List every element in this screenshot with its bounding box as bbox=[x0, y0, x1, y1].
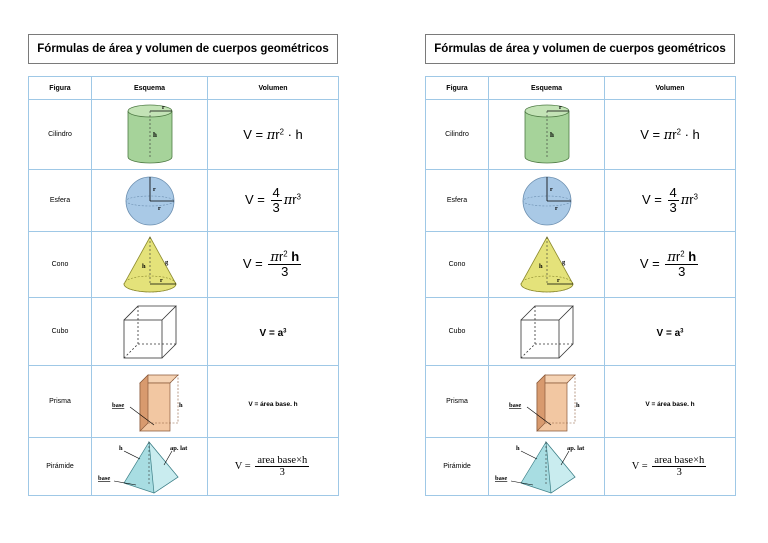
formula-esfera bbox=[208, 170, 339, 232]
row-piramide bbox=[426, 438, 736, 496]
sheet-title: Fórmulas de área y volumen de cuerpos geométricos bbox=[425, 34, 735, 64]
sketch-cilindro bbox=[92, 100, 208, 170]
formula-sheet-right bbox=[425, 34, 735, 496]
sketch-piramide bbox=[92, 438, 208, 496]
sketch-cono bbox=[489, 232, 605, 298]
formula-cubo bbox=[208, 298, 339, 366]
name-piramide: Pirámide bbox=[426, 438, 489, 496]
cone-icon bbox=[515, 234, 579, 296]
formula-text: V = área base. h bbox=[645, 400, 695, 408]
formula-cubo bbox=[605, 298, 736, 366]
row-cubo bbox=[29, 298, 339, 366]
row-esfera bbox=[29, 170, 339, 232]
formula-prisma bbox=[605, 366, 736, 438]
name-esfera: Esfera bbox=[426, 170, 489, 232]
formula-prisma bbox=[208, 366, 339, 438]
formula-prefix: V = bbox=[639, 255, 664, 271]
label-h: h bbox=[118, 444, 123, 452]
name-cubo: Cubo bbox=[29, 298, 92, 366]
sketch-cubo bbox=[489, 298, 605, 366]
fraction-denominator: 3 bbox=[272, 199, 280, 215]
formula-text bbox=[657, 328, 684, 339]
row-cubo bbox=[426, 298, 736, 366]
formula-piramide bbox=[605, 438, 736, 496]
label-r-vertical: r bbox=[549, 186, 553, 193]
sphere-icon bbox=[517, 173, 577, 229]
label-h: h bbox=[515, 444, 520, 452]
formula-prefix: V = bbox=[642, 191, 666, 207]
formula-cilindro bbox=[605, 100, 736, 170]
fraction-numerator: area base×h bbox=[654, 454, 705, 466]
formula-text bbox=[631, 454, 709, 478]
formula-text bbox=[639, 248, 700, 280]
formulas-table bbox=[425, 76, 736, 496]
formula-text bbox=[243, 127, 303, 142]
label-h: h bbox=[178, 401, 183, 409]
label-h: h bbox=[152, 130, 157, 139]
formula-pi: π bbox=[266, 127, 276, 143]
name-esfera: Esfera bbox=[29, 170, 92, 232]
label-r: r bbox=[558, 104, 562, 111]
formula-text: V = área base. h bbox=[248, 400, 298, 408]
name-cono: Cono bbox=[426, 232, 489, 298]
formula-r: r bbox=[292, 191, 297, 207]
sketch-cubo bbox=[92, 298, 208, 366]
name-cilindro: Cilindro bbox=[29, 100, 92, 170]
formula-exp: 2 bbox=[680, 248, 685, 258]
sketch-prisma bbox=[92, 366, 208, 438]
formula-fraction bbox=[271, 186, 282, 215]
fraction-denominator: 3 bbox=[678, 264, 686, 280]
formula-cono bbox=[605, 232, 736, 298]
formula-suffix: · h bbox=[283, 126, 303, 142]
label-base: base bbox=[111, 401, 124, 409]
cube-icon bbox=[118, 303, 182, 361]
formula-exp: 3 bbox=[680, 327, 684, 334]
sketch-cilindro bbox=[489, 100, 605, 170]
row-piramide bbox=[29, 438, 339, 496]
formula-exp: 2 bbox=[676, 126, 681, 136]
header-esquema: Esquema bbox=[92, 77, 208, 100]
name-prisma: Prisma bbox=[29, 366, 92, 438]
formula-piramide bbox=[208, 438, 339, 496]
row-cono bbox=[426, 232, 736, 298]
formula-fraction bbox=[255, 455, 309, 479]
label-ap-lat: ap. lat bbox=[566, 444, 584, 452]
fraction-numerator: 4 bbox=[272, 185, 280, 201]
formula-exp: 3 bbox=[296, 192, 301, 202]
formula-exp: 2 bbox=[283, 248, 288, 258]
formula-r: r bbox=[675, 248, 681, 264]
row-cono bbox=[29, 232, 339, 298]
formula-pi: π bbox=[667, 249, 676, 265]
row-prisma bbox=[29, 366, 339, 438]
formula-prefix: V = bbox=[631, 460, 651, 472]
label-g: g bbox=[561, 258, 565, 266]
header-volumen: Volumen bbox=[208, 77, 339, 100]
cube-icon bbox=[515, 303, 579, 361]
sketch-prisma bbox=[489, 366, 605, 438]
formula-h: h bbox=[287, 248, 300, 264]
sketch-esfera bbox=[489, 170, 605, 232]
formula-cilindro bbox=[208, 100, 339, 170]
formula-text bbox=[234, 454, 312, 478]
formula-r: r bbox=[689, 191, 694, 207]
formula-exp: 3 bbox=[283, 327, 287, 334]
label-r: r bbox=[161, 104, 165, 111]
sphere-icon bbox=[120, 173, 180, 229]
header-esquema: Esquema bbox=[489, 77, 605, 100]
row-esfera bbox=[426, 170, 736, 232]
cylinder-icon bbox=[517, 103, 577, 167]
formula-fraction bbox=[668, 186, 679, 215]
fraction-denominator: 3 bbox=[281, 264, 289, 280]
header-row bbox=[29, 77, 339, 100]
header-volumen: Volumen bbox=[605, 77, 736, 100]
formula-prefix: V = bbox=[245, 191, 269, 207]
label-h: h bbox=[575, 401, 580, 409]
name-cubo: Cubo bbox=[426, 298, 489, 366]
sheet-title: Fórmulas de área y volumen de cuerpos geométricos bbox=[28, 34, 338, 64]
prism-icon bbox=[108, 369, 192, 435]
label-r-horizontal: r bbox=[157, 205, 161, 212]
formula-pi: π bbox=[283, 192, 293, 208]
label-h: h bbox=[538, 262, 543, 270]
fraction-numerator: 4 bbox=[669, 185, 677, 201]
label-g: g bbox=[164, 258, 168, 266]
name-cono: Cono bbox=[29, 232, 92, 298]
sketch-esfera bbox=[92, 170, 208, 232]
formula-exp: 3 bbox=[693, 192, 698, 202]
prism-icon bbox=[505, 369, 589, 435]
formula-fraction bbox=[665, 250, 698, 280]
pyramid-icon bbox=[94, 439, 206, 495]
name-piramide: Pirámide bbox=[29, 438, 92, 496]
formula-sheet-left bbox=[28, 34, 338, 496]
formula-cono bbox=[208, 232, 339, 298]
row-cilindro bbox=[29, 100, 339, 170]
formula-text bbox=[245, 185, 301, 215]
formula-prefix: V = bbox=[234, 460, 254, 472]
name-cilindro: Cilindro bbox=[426, 100, 489, 170]
label-r-vertical: r bbox=[152, 186, 156, 193]
formula-prefix: V = bbox=[242, 255, 267, 271]
formula-h: h bbox=[684, 248, 697, 264]
fraction-denominator: 3 bbox=[676, 466, 682, 478]
formula-r: r bbox=[672, 126, 677, 142]
label-ap-lat: ap. lat bbox=[169, 444, 187, 452]
label-base: base bbox=[508, 401, 521, 409]
fraction-numerator: area base×h bbox=[257, 454, 308, 466]
label-base: base bbox=[97, 474, 110, 482]
label-r-horizontal: r bbox=[554, 205, 558, 212]
formula-pi: π bbox=[663, 127, 673, 143]
label-h: h bbox=[141, 262, 146, 270]
header-figura: Figura bbox=[426, 77, 489, 100]
name-prisma: Prisma bbox=[426, 366, 489, 438]
sketch-piramide bbox=[489, 438, 605, 496]
formula-esfera bbox=[605, 170, 736, 232]
formula-text bbox=[640, 127, 700, 142]
formula-text bbox=[642, 185, 698, 215]
label-base: base bbox=[494, 474, 507, 482]
label-r: r bbox=[556, 277, 560, 284]
formula-text bbox=[242, 248, 303, 280]
label-h: h bbox=[549, 130, 554, 139]
formula-r: r bbox=[278, 248, 284, 264]
fraction-denominator: 3 bbox=[279, 466, 285, 478]
formula-suffix: · h bbox=[680, 126, 700, 142]
fraction-denominator: 3 bbox=[669, 199, 677, 215]
sketch-cono bbox=[92, 232, 208, 298]
formula-prefix: V = a bbox=[259, 327, 284, 339]
formula-text bbox=[260, 328, 287, 339]
formula-prefix: V = a bbox=[656, 327, 681, 339]
header-figura: Figura bbox=[29, 77, 92, 100]
header-row bbox=[426, 77, 736, 100]
cone-icon bbox=[118, 234, 182, 296]
formula-pi: π bbox=[680, 192, 690, 208]
label-r: r bbox=[159, 277, 163, 284]
formula-exp: 2 bbox=[279, 126, 284, 136]
formula-prefix: V = bbox=[640, 126, 664, 142]
cylinder-icon bbox=[120, 103, 180, 167]
row-cilindro bbox=[426, 100, 736, 170]
formula-fraction bbox=[652, 455, 706, 479]
row-prisma bbox=[426, 366, 736, 438]
fraction-numerator bbox=[665, 250, 698, 266]
pyramid-icon bbox=[491, 439, 603, 495]
formula-prefix: V = bbox=[243, 126, 267, 142]
formula-pi: π bbox=[270, 249, 279, 265]
fraction-numerator bbox=[268, 250, 301, 266]
formulas-table bbox=[28, 76, 339, 496]
formula-fraction bbox=[268, 250, 301, 280]
formula-r: r bbox=[275, 126, 280, 142]
